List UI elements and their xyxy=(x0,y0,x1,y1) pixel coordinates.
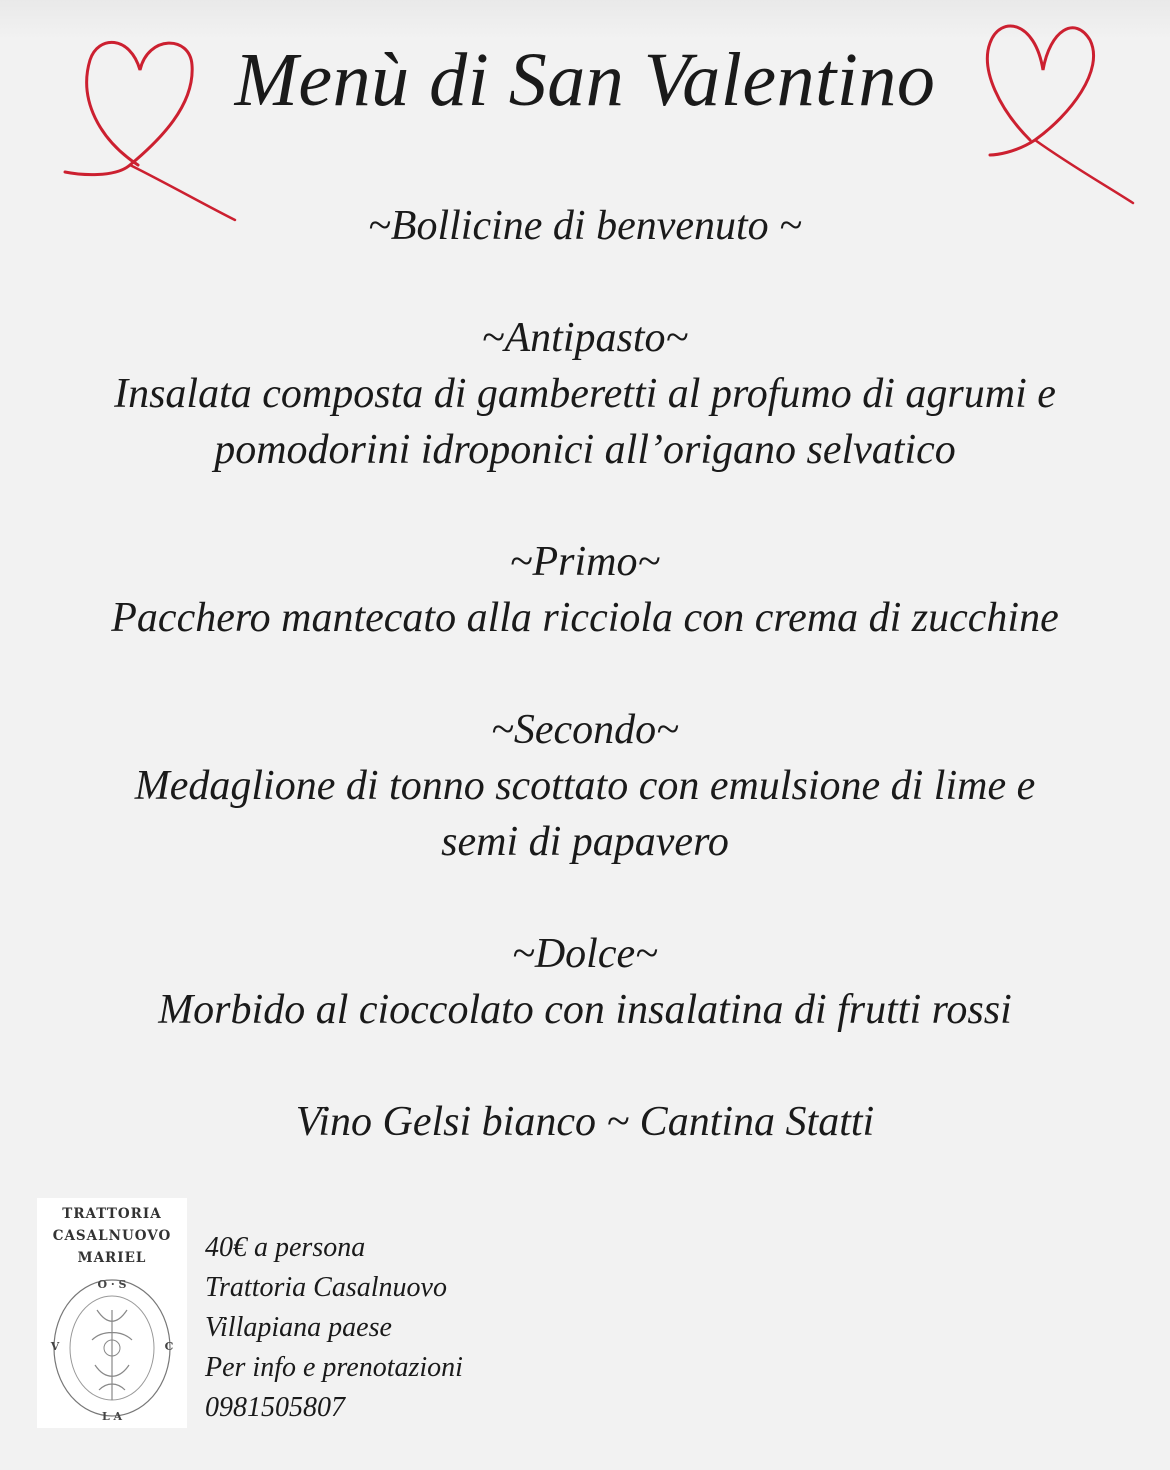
dolce-line-1: Morbido al cioccolato con insalatina di frutti rossi xyxy=(158,987,1012,1033)
secondo-line-1: Medaglione di tonno scottato con emulsione di lime e xyxy=(134,763,1036,809)
svg-text:V: V xyxy=(50,1340,60,1353)
secondo-line-2: semi di papavero xyxy=(441,819,729,865)
antipasto-line-2: pomodorini idroponici all’origano selvatico xyxy=(214,427,956,473)
logo-line-3: MARIEL xyxy=(77,1250,147,1266)
price-info: 40€ a persona xyxy=(205,1232,366,1263)
wine-pairing: Vino Gelsi bianco ~ Cantina Statti xyxy=(295,1099,875,1145)
trattoria-logo xyxy=(37,1198,187,1428)
phone-number: 0981505807 xyxy=(205,1392,345,1423)
logo-line-1: TRATTORIA xyxy=(62,1206,162,1222)
welcome-drink: ~Bollicine di benvenuto ~ xyxy=(368,203,802,249)
antipasto-heading: ~Antipasto~ xyxy=(481,315,689,361)
logo-emblem-icon xyxy=(37,1270,187,1425)
primo-line-1: Pacchero mantecato alla ricciola con crema di zucchine xyxy=(111,595,1059,641)
trattoria-place: Villapiana paese xyxy=(205,1312,392,1343)
primo-heading: ~Primo~ xyxy=(509,539,661,585)
menu-title: Menù di San Valentino xyxy=(234,38,936,122)
dolce-heading: ~Dolce~ xyxy=(512,931,658,977)
antipasto-line-1: Insalata composta di gamberetti al profumo di agrumi e xyxy=(114,371,1056,417)
svg-text:O · S: O · S xyxy=(97,1278,127,1291)
svg-text:L A: L A xyxy=(101,1410,123,1423)
svg-text:C: C xyxy=(164,1340,174,1353)
secondo-heading: ~Secondo~ xyxy=(491,707,679,753)
logo-line-2: CASALNUOVO xyxy=(52,1228,172,1244)
booking-info: Per info e prenotazioni xyxy=(205,1352,463,1383)
trattoria-name: Trattoria Casalnuovo xyxy=(205,1272,447,1303)
